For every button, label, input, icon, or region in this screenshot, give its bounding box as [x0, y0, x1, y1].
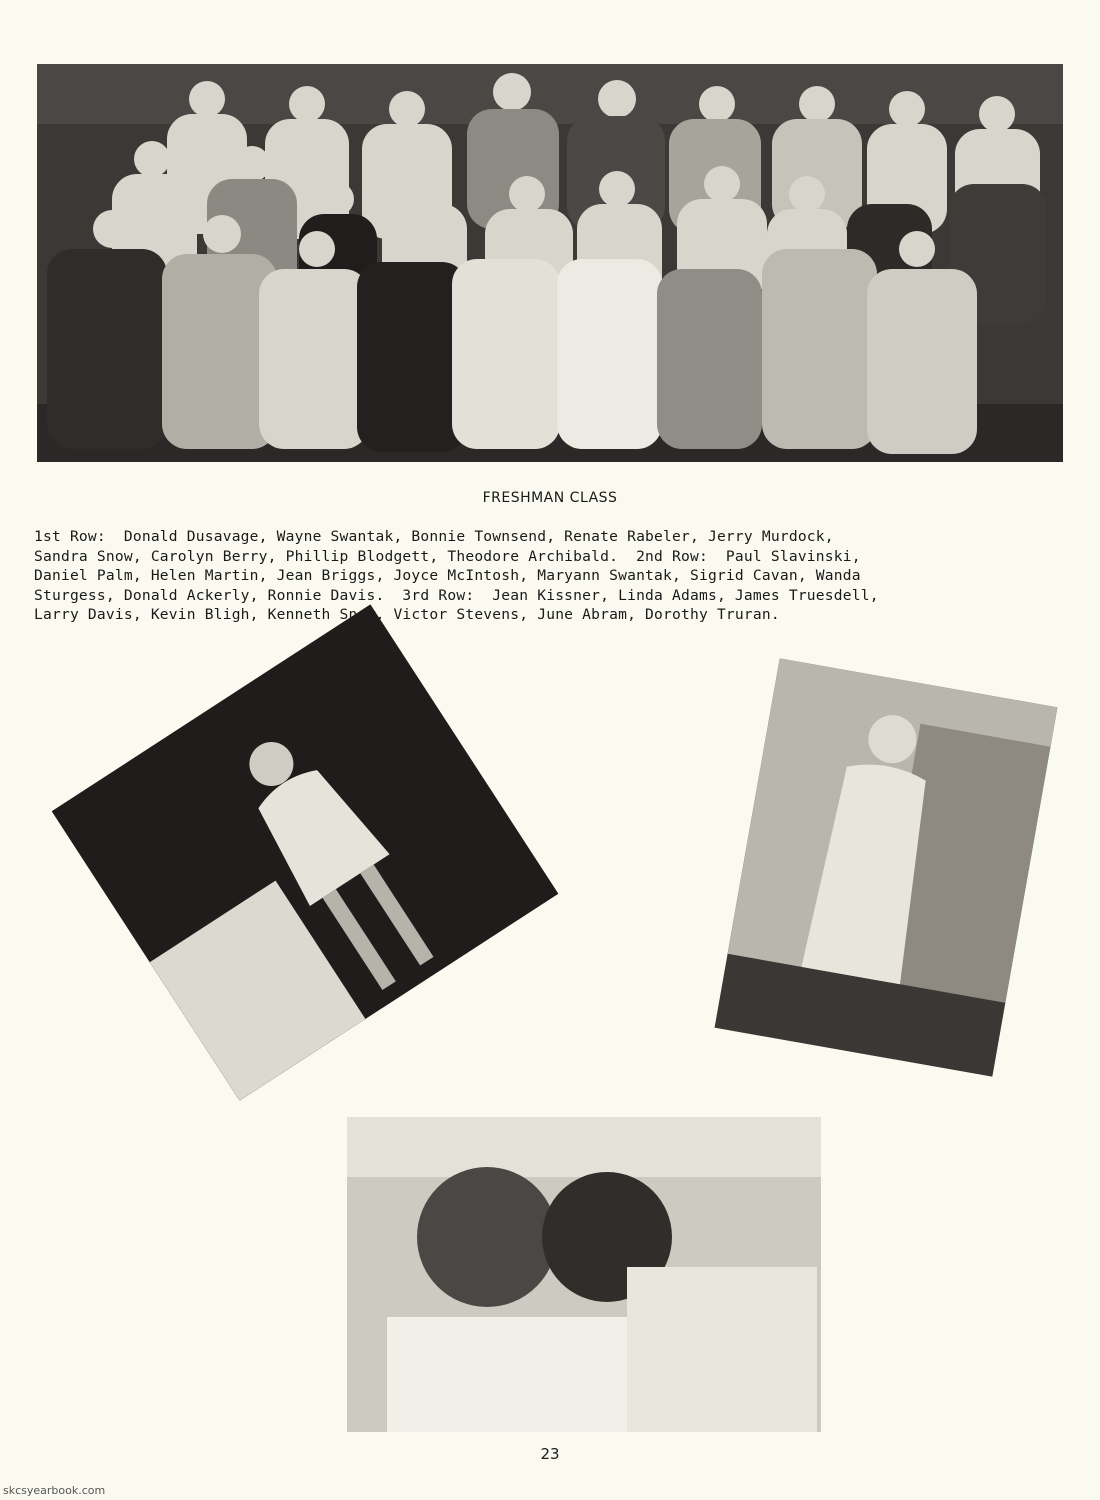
roster-line: Sturgess, Donald Ackerly, Ronnie Davis. 3rd Row: Jean Kissner, Linda Adams, James Truesdell, — [34, 586, 879, 604]
watermark-text: skcsyearbook.com — [3, 1484, 106, 1497]
candid-photo-girl-by-fireplace — [715, 658, 1058, 1076]
roster-line: 1st Row: Donald Dusavage, Wayne Swantak, Bonnie Townsend, Renate Rabeler, Jerry Murdock, — [34, 528, 834, 545]
roster-line: Larry Davis, Kevin Bligh, Kenneth Snow, Victor Stevens, June Abram, Dorothy Truran. — [34, 606, 780, 623]
page-number: 23 — [540, 1445, 560, 1463]
roster-line: Sandra Snow, Carolyn Berry, Phillip Blodgett, Theodore Archibald. 2nd Row: Paul Slavinski, — [34, 547, 861, 565]
candid-photo-girl-holding-doll — [52, 604, 559, 1100]
class-roster — [34, 527, 1074, 625]
freshman-class-photo — [37, 64, 1063, 462]
candid-photo-illustration — [52, 604, 559, 1100]
roster-line: Daniel Palm, Helen Martin, Jean Briggs, Joyce McIntosh, Maryann Swantak, Sigrid Cavan, Wanda — [34, 567, 861, 584]
candid-photo-two-girls-hugging — [347, 1117, 821, 1432]
class-photo-title: FRESHMAN CLASS — [482, 490, 618, 506]
fireplace-photo-illustration — [715, 658, 1058, 1076]
hug-photo-illustration — [347, 1117, 821, 1432]
class-photo-illustration — [37, 64, 1063, 462]
